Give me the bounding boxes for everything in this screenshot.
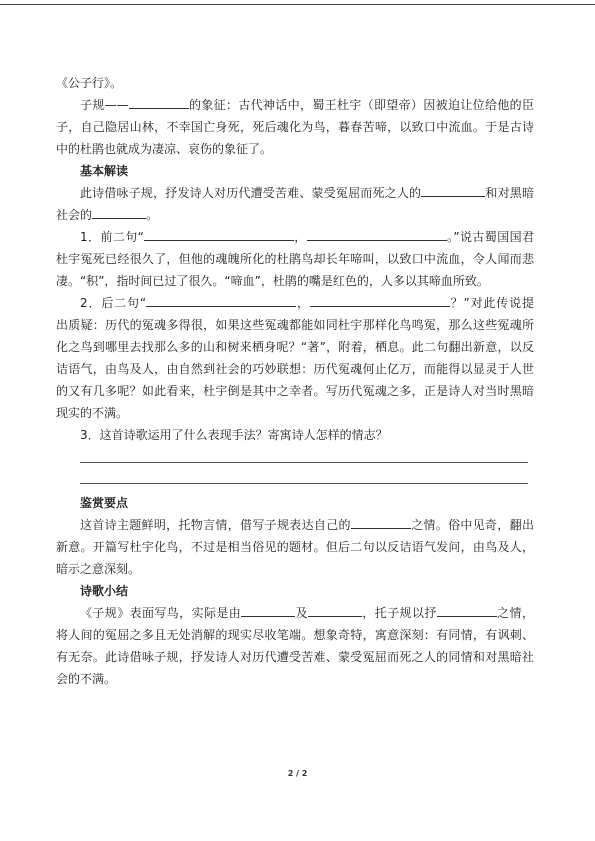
zigui-note-prefix: 子规—— [80, 98, 129, 112]
question-1 [56, 226, 534, 292]
basic-intro-middle: 和对黑暗社会的 [56, 186, 534, 222]
page-number: 2 / 2 [287, 769, 308, 778]
answer-line[interactable] [80, 463, 528, 484]
appreciation-body: 之情。俗中见奇，翻出新意。开篇写杜宇化鸟，不过是相当俗见的题材。但后二句以反诘语气发问，由鸟及人，暗示之意深刻。 [56, 518, 534, 576]
fill-blank[interactable] [421, 182, 485, 197]
top-rule [0, 4, 595, 5]
appreciation-text [56, 514, 534, 580]
section-heading-basic: 基本解读 [80, 164, 129, 178]
question-1-text: 。”说古蜀国国君杜宇冤死已经很久了，但他的魂魄所化的杜鹃鸟却长年啼叫，以致口中流血，令人闻而悲凄。“积”，指时间已过了很久。“啼血”，杜鹃的嘴是红色的，人多以其啼血所致。 [56, 230, 534, 288]
appreciation-prefix: 这首诗主题鲜明，托物言情，借写子规表达自己的 [80, 518, 351, 532]
fill-blank[interactable] [144, 226, 294, 241]
fill-blank[interactable] [310, 292, 450, 307]
section-heading-summary: 诗歌小结 [80, 584, 129, 598]
question-2 [56, 292, 534, 424]
summary-part-2: 及 [295, 606, 308, 620]
fill-blank[interactable] [92, 204, 146, 219]
fill-blank[interactable] [437, 602, 497, 617]
fill-blank[interactable] [308, 602, 362, 617]
basic-intro-prefix: 此诗借咏子规，抒发诗人对历代遭受苦难、蒙受冤屈而死之人的 [80, 186, 422, 200]
answer-line[interactable] [80, 446, 528, 463]
question-3: 3．这首诗歌运用了什么表现手法？寄寓诗人怎样的情志？ [80, 428, 388, 442]
summary-part-1: 《子规》表面写鸟，实际是由 [80, 606, 242, 620]
question-1-separator: ， [293, 230, 307, 244]
fill-blank[interactable] [129, 94, 189, 109]
zigui-note [56, 94, 534, 160]
question-2-prefix: 2．后二句“ [80, 296, 147, 310]
summary-part-3: ，托子规以抒 [361, 606, 437, 620]
summary-text [56, 602, 534, 690]
fill-blank[interactable] [146, 292, 296, 307]
fill-blank[interactable] [351, 514, 411, 529]
summary-part-4: 之情，将人间的冤屈之多且无处消解的现实尽收笔端。想象奇特，寓意深刻：有同情，有讽刺、有无奈。此诗借咏子规，抒发诗人对历代遭受苦难、蒙受冤屈而死之人的同情和对黑暗社会的不满。 [56, 606, 534, 686]
question-2-text: ？”对此传说提出质疑：历代的冤魂多得很，如果这些冤魂都能如同杜宇那样化鸟鸣冤，那么这些冤魂所化之鸟到哪里去找那么多的山和树来栖身呢？“著”，附着，栖息。此二句翻出新意，以反诘语气，由鸟及人，由自然到社会的巧妙联想：历代冤魂何止亿万，而能得以显灵于人世的又有几多呢？如此看来，杜宇倒是其中之幸者。写历代冤魂之多，正是诗人对当时黑暗现实的不满。 [56, 296, 534, 420]
basic-intro [56, 182, 534, 226]
question-2-separator: ， [296, 296, 310, 310]
source-line: 《公子行》。 [56, 76, 123, 90]
section-heading-appreciation: 鉴赏要点 [80, 496, 129, 510]
basic-intro-end: 。 [146, 208, 159, 222]
zigui-note-text: 的象征：古代神话中，蜀王杜宇（即望帝）因被迫让位给他的臣子，自己隐居山林，不幸国亡身死，死后魂化为鸟，暮春苦啼，以致口中流血。于是古诗中的杜鹃也就成为凄凉、哀伤的象征了。 [56, 98, 534, 156]
document-body [56, 72, 534, 690]
fill-blank[interactable] [241, 602, 295, 617]
fill-blank[interactable] [307, 226, 447, 241]
question-1-prefix: 1．前二句“ [80, 230, 144, 244]
